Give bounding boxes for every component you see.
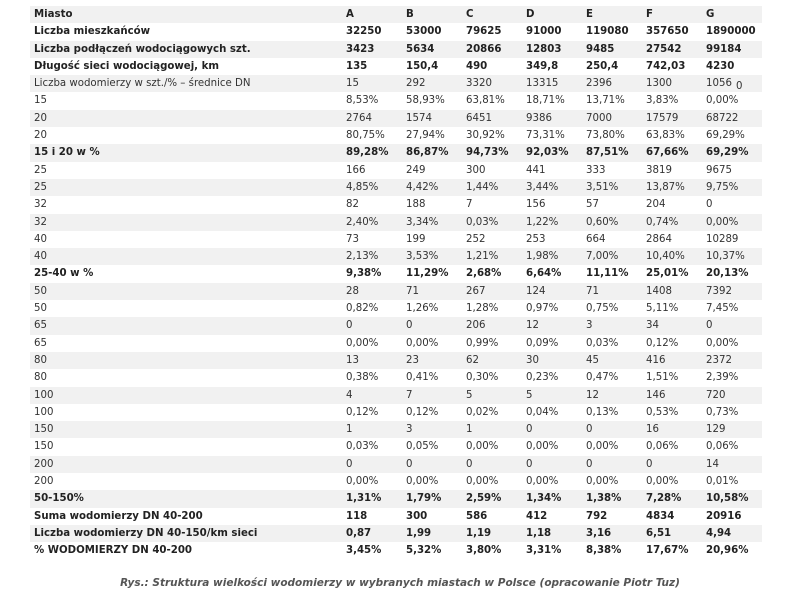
value-cell: 249 [402, 162, 462, 179]
value-cell: 166 [342, 162, 402, 179]
value-cell: 1408 [642, 283, 702, 300]
value-cell: 1,21% [462, 248, 522, 265]
value-cell: 3819 [642, 162, 702, 179]
row-label-cell: 200 [30, 456, 342, 473]
value-cell: 0 [522, 456, 582, 473]
table-row [30, 110, 762, 127]
value-cell: 34 [642, 317, 702, 334]
value-cell: 7,00% [582, 248, 642, 265]
value-cell: 12 [522, 317, 582, 334]
table-row [30, 265, 762, 282]
table-row [30, 438, 762, 455]
header-cell-a: A [342, 6, 402, 23]
table-row [30, 300, 762, 317]
value-cell: 9386 [522, 110, 582, 127]
value-cell: 0,00% [702, 335, 762, 352]
value-cell: 5634 [402, 41, 462, 58]
table-row [30, 58, 762, 75]
value-cell: 14 [702, 456, 762, 473]
value-cell: 0,53% [642, 404, 702, 421]
table-row [30, 144, 762, 161]
value-cell: 0,12% [642, 335, 702, 352]
value-cell: 0,00% [522, 473, 582, 490]
value-cell: 18,71% [522, 92, 582, 109]
value-cell: 0,01% [702, 473, 762, 490]
value-cell: 1,18 [522, 525, 582, 542]
table-row [30, 404, 762, 421]
value-cell: 30 [522, 352, 582, 369]
value-cell: 792 [582, 508, 642, 525]
value-cell: 2764 [342, 110, 402, 127]
table-row [30, 421, 762, 438]
table-row [30, 369, 762, 386]
table-row [30, 456, 762, 473]
value-cell: 250,4 [582, 58, 642, 75]
value-cell: 7,28% [642, 490, 702, 507]
table-header-row [30, 6, 762, 23]
value-cell: 0 [642, 456, 702, 473]
value-cell: 11,11% [582, 265, 642, 282]
value-cell: 25,01% [642, 265, 702, 282]
table-row [30, 75, 762, 92]
value-cell: 188 [402, 196, 462, 213]
value-cell: 7000 [582, 110, 642, 127]
value-cell: 742,03 [642, 58, 702, 75]
row-label-cell: 50 [30, 283, 342, 300]
value-cell: 0 [522, 421, 582, 438]
value-cell: 267 [462, 283, 522, 300]
value-cell: 69,29% [702, 144, 762, 161]
value-cell: 1,28% [462, 300, 522, 317]
value-cell: 2,59% [462, 490, 522, 507]
value-cell: 0,99% [462, 335, 522, 352]
value-cell: 0,12% [402, 404, 462, 421]
value-cell: 11,29% [402, 265, 462, 282]
value-cell: 3 [402, 421, 462, 438]
row-label-cell: 65 [30, 317, 342, 334]
value-cell: 58,93% [402, 92, 462, 109]
value-cell: 6,51 [642, 525, 702, 542]
value-cell: 441 [522, 162, 582, 179]
value-cell: 63,81% [462, 92, 522, 109]
value-cell: 8,38% [582, 542, 642, 559]
row-label-cell: 50 [30, 300, 342, 317]
header-cell-c: C [462, 6, 522, 23]
value-cell: 9,75% [702, 179, 762, 196]
value-cell: 0,60% [582, 214, 642, 231]
value-cell: 15 [342, 75, 402, 92]
value-cell: 73,80% [582, 127, 642, 144]
value-cell: 0,03% [582, 335, 642, 352]
value-cell: 0 [342, 456, 402, 473]
row-label-cell: 20 [30, 110, 342, 127]
value-cell: 3320 [462, 75, 522, 92]
value-cell: 13,87% [642, 179, 702, 196]
value-cell: 720 [702, 387, 762, 404]
value-cell: 150,4 [402, 58, 462, 75]
table-row [30, 214, 762, 231]
value-cell: 1,22% [522, 214, 582, 231]
value-cell: 300 [402, 508, 462, 525]
value-cell: 20866 [462, 41, 522, 58]
value-cell: 86,87% [402, 144, 462, 161]
value-cell: 45 [582, 352, 642, 369]
table-row [30, 179, 762, 196]
value-cell: 124 [522, 283, 582, 300]
row-label-cell: 25-40 w % [30, 265, 342, 282]
value-cell: 0,00% [522, 438, 582, 455]
value-cell: 3,53% [402, 248, 462, 265]
value-cell: 10,58% [702, 490, 762, 507]
value-cell: 82 [342, 196, 402, 213]
value-cell: 27542 [642, 41, 702, 58]
value-cell: 0,00% [342, 473, 402, 490]
value-cell: 416 [642, 352, 702, 369]
value-cell: 17579 [642, 110, 702, 127]
row-label-cell: Liczba wodomierzy w szt./% – średnice DN [30, 75, 342, 92]
table-row [30, 473, 762, 490]
row-label-cell: 65 [30, 335, 342, 352]
value-cell: 0,38% [342, 369, 402, 386]
figure-caption: Rys.: Struktura wielkości wodomierzy w wybranych miastach w Polsce (opracowanie Piotr Tuz) [120, 577, 680, 589]
table-row [30, 162, 762, 179]
value-cell: 412 [522, 508, 582, 525]
value-cell: 119080 [582, 23, 642, 40]
value-cell: 99184 [702, 41, 762, 58]
value-cell: 0,00% [642, 473, 702, 490]
value-cell: 1574 [402, 110, 462, 127]
row-label-cell: 150 [30, 421, 342, 438]
row-label-cell: 15 i 20 w % [30, 144, 342, 161]
value-cell: 69,29% [702, 127, 762, 144]
value-cell: 27,94% [402, 127, 462, 144]
value-cell: 0,03% [462, 214, 522, 231]
value-cell: 2,68% [462, 265, 522, 282]
value-cell: 5 [522, 387, 582, 404]
row-label-cell: 32 [30, 196, 342, 213]
value-cell: 20,13% [702, 265, 762, 282]
value-cell: 0,05% [402, 438, 462, 455]
value-cell: 12 [582, 387, 642, 404]
value-cell: 1890000 [702, 23, 762, 40]
table-row [30, 352, 762, 369]
table-row [30, 41, 762, 58]
value-cell: 3,34% [402, 214, 462, 231]
row-label-cell: Liczba podłączeń wodociągowych szt. [30, 41, 342, 58]
header-cell-city: Miasto [30, 6, 342, 23]
value-cell: 1,79% [402, 490, 462, 507]
value-cell: 20,96% [702, 542, 762, 559]
value-cell: 0,41% [402, 369, 462, 386]
value-cell: 7392 [702, 283, 762, 300]
value-cell: 79625 [462, 23, 522, 40]
value-cell: 135 [342, 58, 402, 75]
row-label-cell: 40 [30, 231, 342, 248]
value-cell: 4,42% [402, 179, 462, 196]
value-cell: 2372 [702, 352, 762, 369]
value-cell: 0,23% [522, 369, 582, 386]
value-cell: 118 [342, 508, 402, 525]
value-cell: 0 [702, 317, 762, 334]
value-cell: 13 [342, 352, 402, 369]
table-row [30, 127, 762, 144]
value-cell: 0,04% [522, 404, 582, 421]
value-cell: 0,30% [462, 369, 522, 386]
value-cell: 146 [642, 387, 702, 404]
value-cell: 20916 [702, 508, 762, 525]
value-cell: 12803 [522, 41, 582, 58]
value-cell: 0,75% [582, 300, 642, 317]
table-row [30, 248, 762, 265]
stray-cell-value: 0 [736, 81, 743, 92]
value-cell: 9485 [582, 41, 642, 58]
value-cell: 32250 [342, 23, 402, 40]
value-cell: 23 [402, 352, 462, 369]
value-cell: 0,09% [522, 335, 582, 352]
table-row [30, 317, 762, 334]
value-cell: 3,83% [642, 92, 702, 109]
value-cell: 71 [582, 283, 642, 300]
value-cell: 156 [522, 196, 582, 213]
value-cell: 8,53% [342, 92, 402, 109]
value-cell: 0 [702, 196, 762, 213]
row-label-cell: 40 [30, 248, 342, 265]
value-cell: 71 [402, 283, 462, 300]
value-cell: 2396 [582, 75, 642, 92]
table-row [30, 283, 762, 300]
value-cell: 253 [522, 231, 582, 248]
value-cell: 0,00% [702, 214, 762, 231]
value-cell: 1,51% [642, 369, 702, 386]
value-cell: 0 [582, 421, 642, 438]
value-cell: 0,82% [342, 300, 402, 317]
value-cell: 7 [462, 196, 522, 213]
row-label-cell: 80 [30, 352, 342, 369]
water-meter-table [30, 6, 762, 560]
value-cell: 0 [342, 317, 402, 334]
value-cell: 252 [462, 231, 522, 248]
row-label-cell: Liczba wodomierzy DN 40-150/km sieci [30, 525, 342, 542]
value-cell: 357650 [642, 23, 702, 40]
value-cell: 1056 [702, 75, 762, 92]
value-cell: 349,8 [522, 58, 582, 75]
value-cell: 16 [642, 421, 702, 438]
row-label-cell: Długość sieci wodociągowej, km [30, 58, 342, 75]
value-cell: 129 [702, 421, 762, 438]
value-cell: 0,00% [402, 473, 462, 490]
value-cell: 0,47% [582, 369, 642, 386]
value-cell: 4,85% [342, 179, 402, 196]
value-cell: 0,02% [462, 404, 522, 421]
value-cell: 1 [342, 421, 402, 438]
row-label-cell: 50-150% [30, 490, 342, 507]
value-cell: 3,16 [582, 525, 642, 542]
value-cell: 10,40% [642, 248, 702, 265]
value-cell: 1,34% [522, 490, 582, 507]
table-row [30, 196, 762, 213]
row-label-cell: 32 [30, 214, 342, 231]
value-cell: 0,13% [582, 404, 642, 421]
value-cell: 68722 [702, 110, 762, 127]
table-row [30, 335, 762, 352]
value-cell: 4230 [702, 58, 762, 75]
value-cell: 3423 [342, 41, 402, 58]
value-cell: 7 [402, 387, 462, 404]
value-cell: 1 [462, 421, 522, 438]
value-cell: 2864 [642, 231, 702, 248]
value-cell: 0,00% [582, 473, 642, 490]
value-cell: 3,80% [462, 542, 522, 559]
value-cell: 13315 [522, 75, 582, 92]
row-label-cell: 150 [30, 438, 342, 455]
value-cell: 0,87 [342, 525, 402, 542]
value-cell: 300 [462, 162, 522, 179]
value-cell: 1,31% [342, 490, 402, 507]
value-cell: 204 [642, 196, 702, 213]
value-cell: 5 [462, 387, 522, 404]
value-cell: 0,12% [342, 404, 402, 421]
value-cell: 664 [582, 231, 642, 248]
value-cell: 0,03% [342, 438, 402, 455]
row-label-cell: 15 [30, 92, 342, 109]
header-cell-e: E [582, 6, 642, 23]
row-label-cell: 200 [30, 473, 342, 490]
value-cell: 0,06% [702, 438, 762, 455]
header-cell-g: G [702, 6, 762, 23]
value-cell: 73 [342, 231, 402, 248]
value-cell: 0,00% [702, 92, 762, 109]
value-cell: 3,44% [522, 179, 582, 196]
table-row [30, 525, 762, 542]
value-cell: 0,00% [342, 335, 402, 352]
value-cell: 333 [582, 162, 642, 179]
value-cell: 67,66% [642, 144, 702, 161]
value-cell: 0 [402, 317, 462, 334]
row-label-cell: 100 [30, 404, 342, 421]
header-cell-d: D [522, 6, 582, 23]
value-cell: 3,45% [342, 542, 402, 559]
value-cell: 0,00% [582, 438, 642, 455]
value-cell: 89,28% [342, 144, 402, 161]
header-cell-f: F [642, 6, 702, 23]
value-cell: 206 [462, 317, 522, 334]
value-cell: 73,31% [522, 127, 582, 144]
value-cell: 292 [402, 75, 462, 92]
value-cell: 1,38% [582, 490, 642, 507]
value-cell: 28 [342, 283, 402, 300]
row-label-cell: Liczba mieszkańców [30, 23, 342, 40]
table-row [30, 231, 762, 248]
value-cell: 586 [462, 508, 522, 525]
value-cell: 0 [582, 456, 642, 473]
row-label-cell: 25 [30, 179, 342, 196]
value-cell: 2,39% [702, 369, 762, 386]
value-cell: 63,83% [642, 127, 702, 144]
table-row [30, 542, 762, 559]
row-label-cell: 25 [30, 162, 342, 179]
value-cell: 9675 [702, 162, 762, 179]
value-cell: 0,00% [402, 335, 462, 352]
table-row [30, 490, 762, 507]
table-container [30, 6, 762, 560]
table-row [30, 23, 762, 40]
value-cell: 9,38% [342, 265, 402, 282]
value-cell: 87,51% [582, 144, 642, 161]
value-cell: 0,74% [642, 214, 702, 231]
row-label-cell: % WODOMIERZY DN 40-200 [30, 542, 342, 559]
value-cell: 2,40% [342, 214, 402, 231]
value-cell: 0,00% [462, 473, 522, 490]
table-row [30, 387, 762, 404]
value-cell: 92,03% [522, 144, 582, 161]
value-cell: 13,71% [582, 92, 642, 109]
value-cell: 17,67% [642, 542, 702, 559]
value-cell: 3 [582, 317, 642, 334]
value-cell: 5,11% [642, 300, 702, 317]
value-cell: 6,64% [522, 265, 582, 282]
value-cell: 10,37% [702, 248, 762, 265]
row-label-cell: 20 [30, 127, 342, 144]
table-row [30, 92, 762, 109]
value-cell: 1,26% [402, 300, 462, 317]
value-cell: 0,06% [642, 438, 702, 455]
value-cell: 0 [402, 456, 462, 473]
value-cell: 1,99 [402, 525, 462, 542]
value-cell: 0 [462, 456, 522, 473]
value-cell: 1,19 [462, 525, 522, 542]
value-cell: 1300 [642, 75, 702, 92]
row-label-cell: 80 [30, 369, 342, 386]
value-cell: 1,44% [462, 179, 522, 196]
value-cell: 62 [462, 352, 522, 369]
value-cell: 57 [582, 196, 642, 213]
value-cell: 0,97% [522, 300, 582, 317]
value-cell: 2,13% [342, 248, 402, 265]
value-cell: 5,32% [402, 542, 462, 559]
value-cell: 4 [342, 387, 402, 404]
value-cell: 490 [462, 58, 522, 75]
value-cell: 53000 [402, 23, 462, 40]
value-cell: 199 [402, 231, 462, 248]
value-cell: 94,73% [462, 144, 522, 161]
value-cell: 6451 [462, 110, 522, 127]
value-cell: 3,51% [582, 179, 642, 196]
value-cell: 10289 [702, 231, 762, 248]
row-label-cell: 100 [30, 387, 342, 404]
header-cell-b: B [402, 6, 462, 23]
value-cell: 0,73% [702, 404, 762, 421]
value-cell: 80,75% [342, 127, 402, 144]
value-cell: 30,92% [462, 127, 522, 144]
value-cell: 4834 [642, 508, 702, 525]
value-cell: 7,45% [702, 300, 762, 317]
value-cell: 1,98% [522, 248, 582, 265]
value-cell: 3,31% [522, 542, 582, 559]
value-cell: 0,00% [462, 438, 522, 455]
row-label-cell: Suma wodomierzy DN 40-200 [30, 508, 342, 525]
value-cell: 4,94 [702, 525, 762, 542]
table-row [30, 508, 762, 525]
value-cell: 91000 [522, 23, 582, 40]
